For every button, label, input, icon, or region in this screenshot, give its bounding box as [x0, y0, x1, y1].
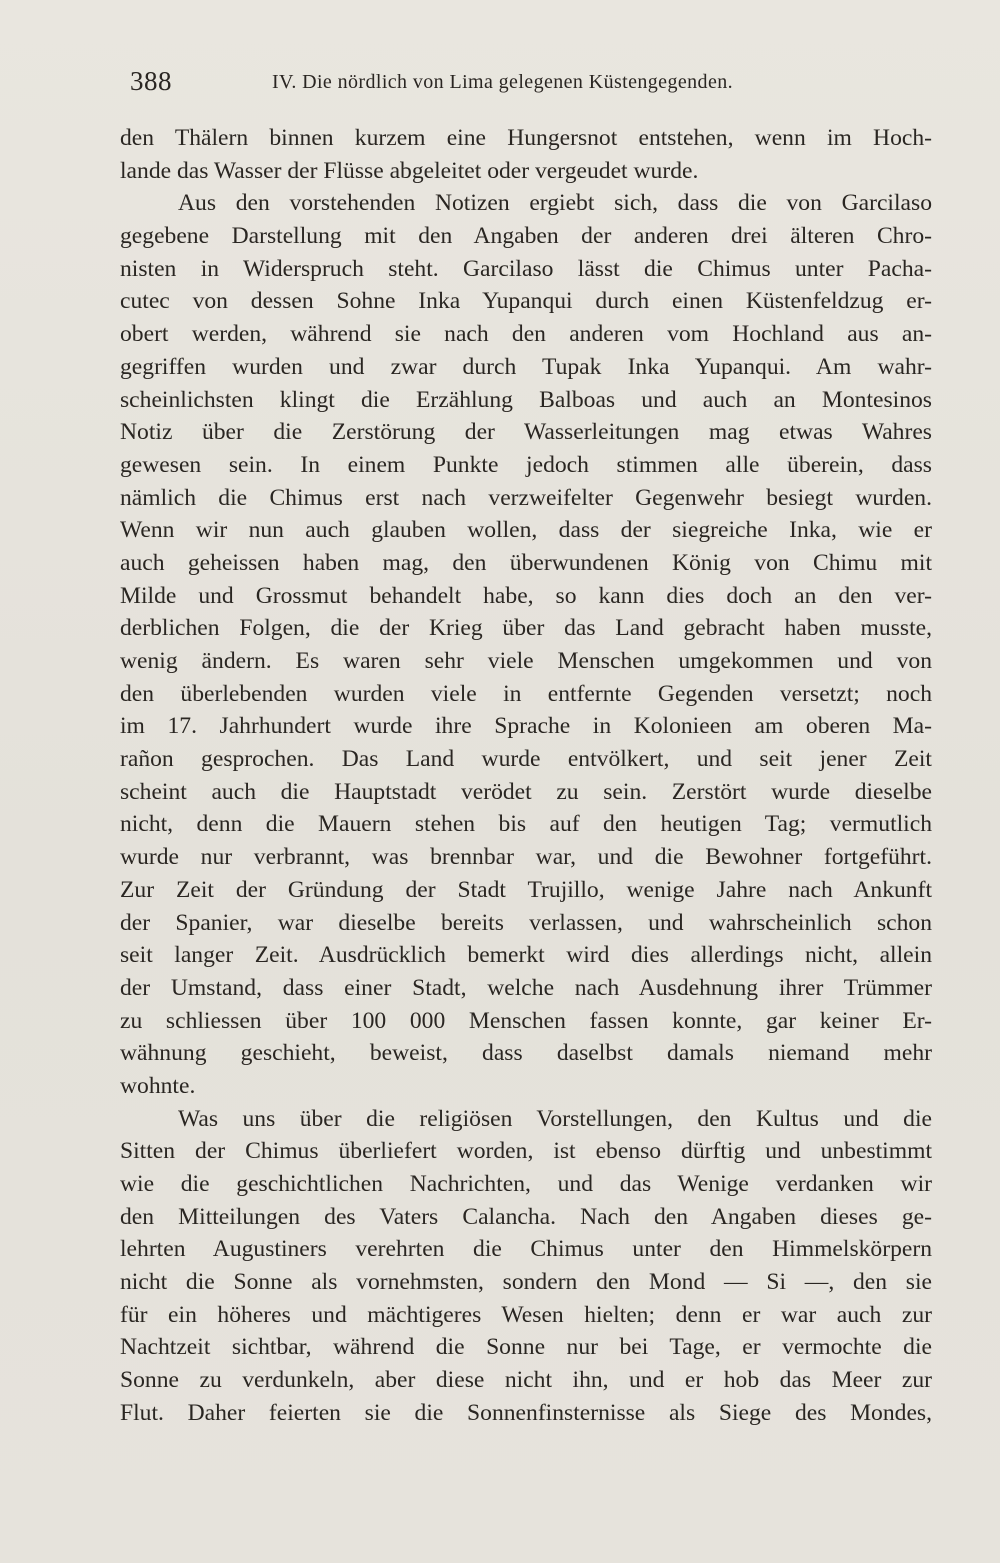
text-line: zu schliessen über 100 000 Menschen fassen konnte, gar keiner Er-	[120, 1007, 932, 1034]
text-line: lehrten Augustiners verehrten die Chimus unter den Himmelskörpern	[120, 1236, 932, 1263]
text-line: der Umstand, dass einer Stadt, welche nach Ausdehnung ihrer Trümmer	[120, 974, 932, 1001]
text-line: nisten in Widerspruch steht. Garcilaso lässt die Chimus unter Pacha-	[120, 255, 932, 282]
text-line: wenig ändern. Es waren sehr viele Menschen umgekommen und von	[120, 648, 932, 674]
text-line: für ein höheres und mächtigeres Wesen hielten; denn er war auch zur	[120, 1301, 932, 1328]
text-line: Milde und Grossmut behandelt habe, so kann dies doch an den ver-	[120, 582, 932, 609]
text-line: Sonne zu verdunkeln, aber diese nicht ihn, und er hob das Meer zur	[120, 1367, 932, 1394]
text-line: wurde nur verbrannt, was brennbar war, und die Bewohner fortgeführt.	[120, 844, 932, 871]
text-line: Wenn wir nun auch glauben wollen, dass der siegreiche Inka, wie er	[120, 517, 932, 544]
text-line: den Thälern binnen kurzem eine Hungersnot entstehen, wenn im Hoch-	[120, 125, 932, 151]
text-line: gewesen sein. In einem Punkte jedoch stimmen alle überein, dass	[120, 451, 932, 478]
text-line: Notiz über die Zerstörung der Wasserleitungen mag etwas Wahres	[120, 419, 932, 446]
text-line: wie die geschichtlichen Nachrichten, und das Wenige verdanken wir	[120, 1171, 932, 1197]
text-line: Aus den vorstehenden Notizen ergiebt sich, dass die von Garcilaso	[178, 190, 932, 217]
text-line: Flut. Daher feierten sie die Sonnenfinsternisse als Siege des Mondes,	[120, 1399, 932, 1426]
text-line: auch geheissen haben mag, den überwundenen König von Chimu mit	[120, 549, 932, 576]
paragraph-2	[120, 187, 932, 1102]
text-line: im 17. Jahrhundert wurde ihre Sprache in Kolonieen am oberen Ma-	[120, 713, 932, 740]
body-text	[120, 122, 932, 1430]
text-line: scheint auch die Hauptstadt verödet zu sein. Zerstört wurde dieselbe	[120, 778, 932, 805]
page-number: 388	[130, 66, 172, 96]
paragraph-1	[120, 122, 932, 187]
text-line: gegebene Darstellung mit den Angaben der anderen drei älteren Chro-	[120, 223, 932, 250]
text-line: Sitten der Chimus überliefert worden, ist ebenso dürftig und unbestimmt	[120, 1138, 932, 1165]
text-line: seit langer Zeit. Ausdrücklich bemerkt wird dies allerdings nicht, allein	[120, 942, 932, 969]
text-line: Was uns über die religiösen Vorstellungen, den Kultus und die	[178, 1105, 932, 1132]
running-head: IV. Die nördlich von Lima gelegenen Küstengegenden.	[272, 71, 734, 93]
page-header	[130, 66, 930, 106]
text-line: wohnte.	[120, 1072, 196, 1099]
text-line: gegriffen wurden und zwar durch Tupak Inka Yupanqui. Am wahr-	[120, 353, 932, 380]
text-line: der Spanier, war dieselbe bereits verlassen, und wahrscheinlich schon	[120, 909, 932, 936]
text-line: rañon gesprochen. Das Land wurde entvölkert, und seit jener Zeit	[120, 746, 932, 773]
text-line: Zur Zeit der Gründung der Stadt Trujillo, wenige Jahre nach Ankunft	[120, 876, 932, 903]
text-line: derblichen Folgen, die der Krieg über das Land gebracht haben musste,	[120, 615, 932, 642]
text-line: cutec von dessen Sohne Inka Yupanqui durch einen Küstenfeldzug er-	[120, 288, 932, 315]
text-line: wähnung geschieht, beweist, dass daselbst damals niemand mehr	[120, 1040, 932, 1067]
text-line: nämlich die Chimus erst nach verzweifelter Gegenwehr besiegt wurden.	[120, 484, 932, 511]
paragraph-3	[120, 1103, 932, 1430]
text-line: nicht die Sonne als vornehmsten, sondern den Mond — Si —, den sie	[120, 1269, 932, 1296]
text-line: nicht, denn die Mauern stehen bis auf den heutigen Tag; vermutlich	[120, 811, 932, 838]
text-line: lande das Wasser der Flüsse abgeleitet oder vergeudet wurde.	[120, 157, 699, 184]
text-line: Nachtzeit sichtbar, während die Sonne nur bei Tage, er vermochte die	[120, 1334, 932, 1361]
text-line: den Mitteilungen des Vaters Calancha. Nach den Angaben dieses ge-	[120, 1203, 932, 1230]
text-line: obert werden, während sie nach den anderen vom Hochland aus an-	[120, 321, 932, 348]
text-line: den überlebenden wurden viele in entfernte Gegenden versetzt; noch	[120, 680, 932, 707]
text-line: scheinlichsten klingt die Erzählung Balboas und auch an Montesinos	[120, 386, 932, 413]
